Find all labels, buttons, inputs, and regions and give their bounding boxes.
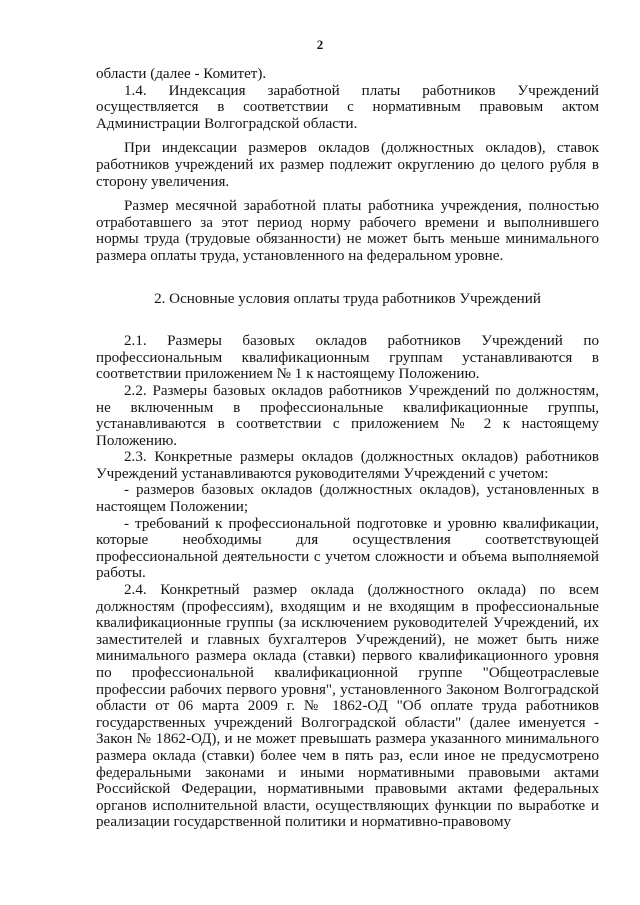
paragraph-2-2: 2.2. Размеры базовых окладов работников Учреждений по должностям, не включенным в профессиональные квалификационные группы, устанавливаются в соответствии с приложением № 2 к настоящему Положению. (96, 382, 599, 449)
paragraph-continuation: области (далее - Комитет). (96, 66, 267, 82)
paragraph-minimum-wage: Размер месячной заработной платы работника учреждения, полностью отработавшего за этот период норму рабочего времени и выполнившего нормы труда (трудовые обязанности) не может быть меньше минимального размера оплаты труда, установленного на федеральном уровне. (96, 198, 599, 264)
section-title: 2. Основные условия оплаты труда работников Учреждений (154, 290, 541, 307)
paragraph-2-1: 2.1. Размеры базовых окладов работников Учреждений по профессиональным квалификационным группам устанавливаются в соответствии приложением № 1 к настоящему Положению. (96, 333, 599, 383)
page-number: 2 (316, 37, 324, 52)
paragraph-2-4: 2.4. Конкретный размер оклада (должностного оклада) по всем должностям (профессиям), входящим и не входящим в профессиональные квалификационные группы (за исключением руководителей Учреждений, их заместителей и главных бухгалтеров Учреждений), не может быть ниже минимального размера оклада (ставки) первого квалификационного уровня по профессиональной квалификационной группе "Общеотраслевые профессии рабочих первого уровня", установленного Законом Волгоградской области от 06 марта 2009 г. № 1862-ОД "Об оплате труда работников государственных учреждений Волгоградской области" (далее именуется - Закон № 1862-ОД), и не может превышать размера указанного минимального размера оклада (ставки) более чем в пять раз, если иное не предусмотрено федеральными законами и иными нормативными правовыми актами Российской Федерации, нормативными правовыми актами федеральных органов исполнительной власти, осуществляющих функции по выработке и реализации государственной политики и нормативно-правовому (96, 582, 599, 831)
document-body (96, 66, 599, 831)
list-item-qualification-requirements: - требований к профессиональной подготовке и уровню квалификации, которые необходимы для осуществления соответствующей профессиональной деятельности с учетом сложности и объема выполняемой работы. (96, 515, 599, 582)
paragraph-2-3: 2.3. Конкретные размеры окладов (должностных окладов) работников Учреждений устанавливаются руководителями Учреждений с учетом: (96, 449, 599, 482)
paragraph-1-4: 1.4. Индексация заработной платы работников Учреждений осуществляется в соответствии с нормативным правовым актом Администрации Волгоградской области. (96, 82, 599, 132)
list-item-base-salaries: - размеров базовых окладов (должностных окладов), установленных в настоящем Положении; (96, 482, 599, 516)
paragraph-indexation-rounding: При индексации размеров окладов (должностных окладов), ставок работников учреждений их размер подлежит округлению до целого рубля в сторону увеличения. (96, 140, 599, 190)
